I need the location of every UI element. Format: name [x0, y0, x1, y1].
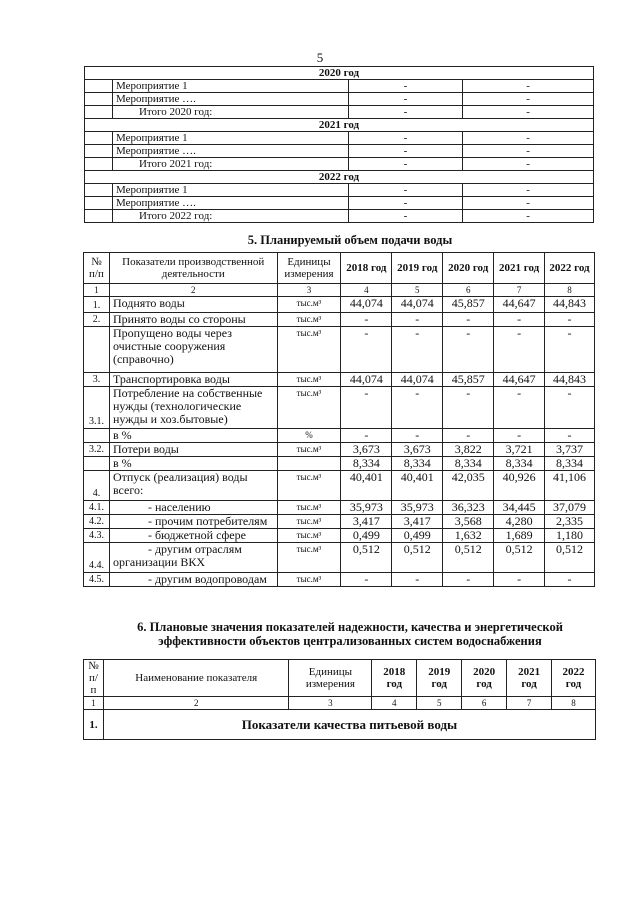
colnum: 6 [443, 284, 494, 297]
row-number: 1. [84, 297, 110, 313]
section6-title-line1: 6. Плановые значения показателей надежности, качества и энергетической [137, 620, 563, 634]
row-value-2020: - [443, 313, 494, 327]
year-heading-row [85, 171, 594, 184]
row-number: 3.1. [84, 387, 110, 429]
colnum: 2 [109, 284, 277, 297]
row-value-2022: 41,106 [545, 471, 595, 501]
row-unit: тыс.м³ [277, 297, 341, 313]
supply-row [84, 529, 595, 543]
row-value-2019: - [392, 429, 443, 443]
row-unit: тыс.м³ [277, 313, 341, 327]
supply-row [84, 297, 595, 313]
event-num-cell [85, 106, 113, 119]
section5-title: 5. Планируемый объем подачи воды [247, 233, 453, 247]
row-number: 4.2. [84, 515, 110, 529]
row-value-2022: 8,334 [545, 457, 595, 471]
event-row [85, 158, 594, 171]
row-value-2019: 35,973 [392, 501, 443, 515]
event-value-2: - [463, 158, 594, 171]
row-value-2020: 36,323 [443, 501, 494, 515]
colnum: 6 [462, 697, 507, 710]
row-value-2018: 35,973 [341, 501, 392, 515]
supply-row [84, 373, 595, 387]
row-value-2018: 44,074 [341, 373, 392, 387]
row-unit [277, 457, 341, 471]
row-value-2022: 3,737 [545, 443, 595, 457]
event-label: Итого 2021 год: [112, 158, 348, 171]
year-heading-row [85, 67, 594, 80]
colnum: 1 [84, 284, 110, 297]
header-2020: 2020 год [462, 660, 507, 697]
row-value-2018: 0,499 [341, 529, 392, 543]
row-value-2020: 45,857 [443, 297, 494, 313]
reliability-table [83, 659, 596, 740]
event-row [85, 210, 594, 223]
row-value-2019: - [392, 387, 443, 429]
event-num-cell [85, 184, 113, 197]
row-label: в % [109, 457, 277, 471]
header-2020: 2020 год [443, 253, 494, 284]
row-unit: тыс.м³ [277, 373, 341, 387]
row-value-2019: 0,512 [392, 543, 443, 573]
row-value-2022: 44,843 [545, 373, 595, 387]
row-value-2018: - [341, 573, 392, 587]
row-label: - другим водопроводам [109, 573, 277, 587]
row-number: 3. [84, 373, 110, 387]
row-value-2019: - [392, 327, 443, 373]
colnum: 7 [507, 697, 552, 710]
row-number: 1. [84, 710, 104, 740]
row-value-2020: 8,334 [443, 457, 494, 471]
row-value-2021: 3,721 [494, 443, 545, 457]
event-value-2: - [463, 210, 594, 223]
row-label: Отпуск (реализация) воды всего: [109, 471, 277, 501]
row-value-2022: - [545, 313, 595, 327]
water-supply-table [83, 252, 595, 587]
event-value-1: - [348, 145, 463, 158]
event-value-2: - [463, 132, 594, 145]
event-value-2: - [463, 184, 594, 197]
event-value-2: - [463, 197, 594, 210]
header-indicator: Показатели производственной деятельности [109, 253, 277, 284]
colnum: 5 [417, 697, 462, 710]
row-unit: тыс.м³ [277, 543, 341, 573]
row-value-2018: - [341, 327, 392, 373]
colnum: 3 [289, 697, 372, 710]
colnum: 8 [545, 284, 595, 297]
row-value-2019: 8,334 [392, 457, 443, 471]
header-2021: 2021 год [507, 660, 552, 697]
event-num-cell [85, 80, 113, 93]
colnum: 7 [494, 284, 545, 297]
section6-title-line2: эффективности объектов централизованных систем водоснабжения [158, 634, 542, 648]
row-value-2021: 44,647 [494, 297, 545, 313]
row-value-2020: - [443, 573, 494, 587]
row-value-2022: 0,512 [545, 543, 595, 573]
row-value-2018: - [341, 313, 392, 327]
row-unit: тыс.м³ [277, 501, 341, 515]
event-value-2: - [463, 80, 594, 93]
row-unit: тыс.м³ [277, 573, 341, 587]
row-value-2022: - [545, 429, 595, 443]
row-value-2021: - [494, 429, 545, 443]
row-value-2022: 2,335 [545, 515, 595, 529]
row-value-2020: 3,822 [443, 443, 494, 457]
row-value-2018: 8,334 [341, 457, 392, 471]
row-value-2022: 44,843 [545, 297, 595, 313]
event-value-1: - [348, 184, 463, 197]
row-label: - прочим потребителям [109, 515, 277, 529]
event-row [85, 132, 594, 145]
section6-header-row [84, 660, 596, 697]
header-num: № п/п [84, 660, 104, 697]
event-row [85, 80, 594, 93]
row-label: Потери воды [109, 443, 277, 457]
row-number: 4. [84, 471, 110, 501]
event-value-1: - [348, 80, 463, 93]
section5-header-row [84, 253, 595, 284]
supply-row [84, 457, 595, 471]
row-unit: % [277, 429, 341, 443]
event-label: Мероприятие 1 [112, 80, 348, 93]
row-number: 4.1. [84, 501, 110, 515]
event-num-cell [85, 197, 113, 210]
row-label: - населению [109, 501, 277, 515]
row-value-2020: - [443, 429, 494, 443]
events-table [84, 66, 594, 223]
row-value-2022: - [545, 387, 595, 429]
row-number [84, 327, 110, 373]
colnum: 4 [372, 697, 417, 710]
year-heading: 2022 год [85, 171, 594, 184]
row-value-2019: - [392, 313, 443, 327]
header-2019: 2019 год [392, 253, 443, 284]
event-value-2: - [463, 93, 594, 106]
supply-row [84, 543, 595, 573]
year-heading: 2020 год [85, 67, 594, 80]
row-value-2020: 0,512 [443, 543, 494, 573]
year-heading-row [85, 119, 594, 132]
event-num-cell [85, 210, 113, 223]
row-value-2019: 3,673 [392, 443, 443, 457]
row-label: Потребление на собственные нужды (технологические нужды и хоз.бытовые) [109, 387, 277, 429]
row-value-2020: - [443, 387, 494, 429]
supply-row [84, 471, 595, 501]
row-value-2018: 40,401 [341, 471, 392, 501]
header-indicator-name: Наименование показателя [103, 660, 288, 697]
header-unit: Единицы измерения [277, 253, 341, 284]
row-value-2021: 8,334 [494, 457, 545, 471]
row-value-2020: 3,568 [443, 515, 494, 529]
row-unit: тыс.м³ [277, 471, 341, 501]
row-value-2021: 44,647 [494, 373, 545, 387]
header-unit: Единицы измерения [289, 660, 372, 697]
row-label: Принято воды со стороны [109, 313, 277, 327]
row-label: Поднято воды [109, 297, 277, 313]
section5-colnum-row [84, 284, 595, 297]
row-value-2021: 1,689 [494, 529, 545, 543]
event-label: Мероприятие …. [112, 93, 348, 106]
event-row [85, 184, 594, 197]
header-num: № п/п [84, 253, 110, 284]
row-value-2021: - [494, 573, 545, 587]
row-label: - другим отраслям организации ВКХ [109, 543, 277, 573]
colnum: 3 [277, 284, 341, 297]
row-number: 4.4. [84, 543, 110, 573]
row-label: Транспортировка воды [109, 373, 277, 387]
row-number: 4.3. [84, 529, 110, 543]
event-row [85, 197, 594, 210]
year-heading: 2021 год [85, 119, 594, 132]
row-value-2018: 3,673 [341, 443, 392, 457]
row-value-2019: 40,401 [392, 471, 443, 501]
row-value-2019: 44,074 [392, 297, 443, 313]
supply-row [84, 501, 595, 515]
row-value-2021: 0,512 [494, 543, 545, 573]
row-value-2020: 1,632 [443, 529, 494, 543]
event-value-2: - [463, 145, 594, 158]
row-value-2018: - [341, 387, 392, 429]
row-unit: тыс.м³ [277, 387, 341, 429]
event-num-cell [85, 158, 113, 171]
event-label: Итого 2022 год: [112, 210, 348, 223]
event-row [85, 106, 594, 119]
row-value-2021: - [494, 313, 545, 327]
row-value-2020: - [443, 327, 494, 373]
row-value-2018: - [341, 429, 392, 443]
event-value-1: - [348, 93, 463, 106]
colnum: 2 [103, 697, 288, 710]
event-num-cell [85, 93, 113, 106]
row-value-2022: 37,079 [545, 501, 595, 515]
row-value-2022: - [545, 573, 595, 587]
event-label: Мероприятие 1 [112, 184, 348, 197]
row-number: 3.2. [84, 443, 110, 457]
colnum: 8 [552, 697, 596, 710]
page-number: 5 [316, 50, 324, 65]
row-value-2021: 40,926 [494, 471, 545, 501]
supply-row [84, 443, 595, 457]
row-value-2018: 44,074 [341, 297, 392, 313]
row-value-2021: 4,280 [494, 515, 545, 529]
event-num-cell [85, 145, 113, 158]
row-value-2021: - [494, 327, 545, 373]
event-value-1: - [348, 197, 463, 210]
supply-row [84, 573, 595, 587]
event-num-cell [85, 132, 113, 145]
row-value-2020: 45,857 [443, 373, 494, 387]
supply-row [84, 327, 595, 373]
row-value-2018: 0,512 [341, 543, 392, 573]
header-2022: 2022 год [552, 660, 596, 697]
row-unit: тыс.м³ [277, 443, 341, 457]
row-unit: тыс.м³ [277, 327, 341, 373]
supply-row [84, 313, 595, 327]
row-label: Пропущено воды через очистные сооружения (справочно) [109, 327, 277, 373]
row-value-2018: 3,417 [341, 515, 392, 529]
row-value-2019: 44,074 [392, 373, 443, 387]
row-value-2019: 3,417 [392, 515, 443, 529]
event-label: Итого 2020 год: [112, 106, 348, 119]
event-label: Мероприятие …. [112, 145, 348, 158]
event-label: Мероприятие …. [112, 197, 348, 210]
header-2021: 2021 год [494, 253, 545, 284]
row-label: в % [109, 429, 277, 443]
row-value-2022: 1,180 [545, 529, 595, 543]
row-number: 4.5. [84, 573, 110, 587]
colnum: 5 [392, 284, 443, 297]
section6-colnum-row [84, 697, 596, 710]
row-value-2022: - [545, 327, 595, 373]
row-number [84, 457, 110, 471]
row-label: Показатели качества питьевой воды [103, 710, 595, 740]
row-value-2019: 0,499 [392, 529, 443, 543]
supply-row [84, 515, 595, 529]
row-number [84, 429, 110, 443]
event-value-1: - [348, 210, 463, 223]
colnum: 4 [341, 284, 392, 297]
supply-row [84, 387, 595, 429]
row-label: - бюджетной сфере [109, 529, 277, 543]
row-number: 2. [84, 313, 110, 327]
event-row [85, 145, 594, 158]
row-value-2021: - [494, 387, 545, 429]
event-value-1: - [348, 132, 463, 145]
supply-row [84, 429, 595, 443]
event-row [85, 93, 594, 106]
event-value-1: - [348, 158, 463, 171]
quality-row [84, 710, 596, 740]
header-2018: 2018 год [341, 253, 392, 284]
row-value-2019: - [392, 573, 443, 587]
row-unit: тыс.м³ [277, 515, 341, 529]
event-label: Мероприятие 1 [112, 132, 348, 145]
event-value-2: - [463, 106, 594, 119]
row-value-2020: 42,035 [443, 471, 494, 501]
colnum: 1 [84, 697, 104, 710]
header-2019: 2019 год [417, 660, 462, 697]
header-2018: 2018 год [372, 660, 417, 697]
event-value-1: - [348, 106, 463, 119]
header-2022: 2022 год [545, 253, 595, 284]
row-value-2021: 34,445 [494, 501, 545, 515]
row-unit: тыс.м³ [277, 529, 341, 543]
